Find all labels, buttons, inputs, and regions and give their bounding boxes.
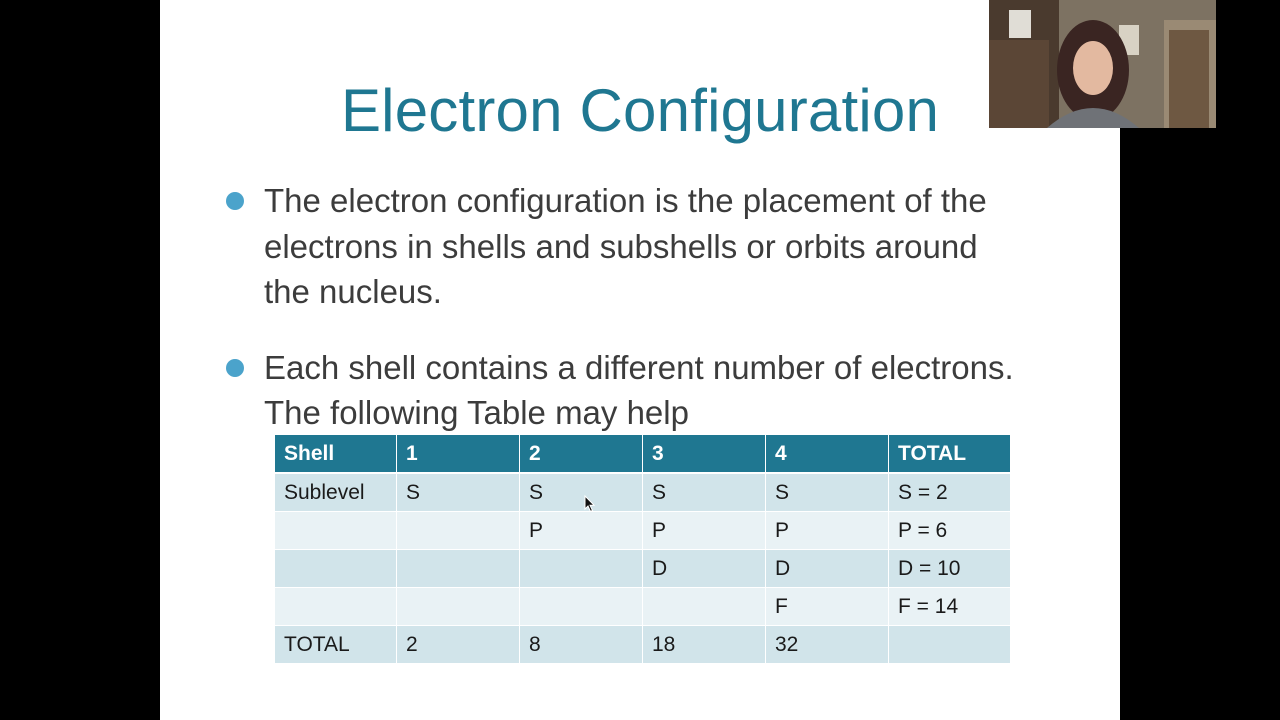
table-row [275, 473, 1011, 512]
table-cell [397, 588, 520, 626]
presenter-video-icon [989, 0, 1216, 128]
table-cell [397, 550, 520, 588]
table-header-cell: 1 [397, 435, 520, 474]
presentation-slide [160, 0, 1120, 720]
table-cell: 8 [520, 626, 643, 664]
bullet-list [226, 178, 1026, 466]
table-cell [275, 550, 397, 588]
table-cell [275, 512, 397, 550]
presenter-webcam-feed [989, 0, 1216, 128]
table-row [275, 512, 1011, 550]
table-cell: F [766, 588, 889, 626]
table-cell [889, 626, 1011, 664]
table-cell [275, 588, 397, 626]
table-cell: 18 [643, 626, 766, 664]
table-cell: D [766, 550, 889, 588]
table-cell [520, 550, 643, 588]
table-cell: P [520, 512, 643, 550]
table-cell [520, 588, 643, 626]
table-cell: S [766, 473, 889, 512]
table-cell: D [643, 550, 766, 588]
table-header-cell: TOTAL [889, 435, 1011, 474]
table-cell: P = 6 [889, 512, 1011, 550]
table-cell: Sublevel [275, 473, 397, 512]
table-header-cell: 2 [520, 435, 643, 474]
shell-table [274, 434, 1011, 664]
table-cell: S = 2 [889, 473, 1011, 512]
table-cell: 2 [397, 626, 520, 664]
mouse-pointer-icon [585, 496, 597, 514]
table-cell: P [643, 512, 766, 550]
slide-title: Electron Configuration [340, 77, 940, 144]
table-header-cell: Shell [275, 435, 397, 474]
table-cell: 32 [766, 626, 889, 664]
table-cell: P [766, 512, 889, 550]
bullet-item [226, 178, 1026, 315]
table-header-cell: 4 [766, 435, 889, 474]
bullet-text: The electron configuration is the placement of the electrons in shells and subshells or orbits around the nucleus. [264, 182, 987, 310]
table-header-row [275, 435, 1011, 474]
table-cell: F = 14 [889, 588, 1011, 626]
table-cell [397, 512, 520, 550]
bullet-text: Each shell contains a different number of electrons. The following Table may help [264, 348, 1014, 431]
table-cell [643, 588, 766, 626]
bullet-dot-icon [226, 359, 244, 377]
table-row [275, 588, 1011, 626]
table-cell: S [643, 473, 766, 512]
table-cell: D = 10 [889, 550, 1011, 588]
table-cell: S [397, 473, 520, 512]
bullet-item [226, 345, 1026, 436]
table-header-cell: 3 [643, 435, 766, 474]
bullet-dot-icon [226, 192, 244, 210]
table-row [275, 626, 1011, 664]
table-cell: TOTAL [275, 626, 397, 664]
table-row [275, 550, 1011, 588]
table-cell: S [520, 473, 643, 512]
